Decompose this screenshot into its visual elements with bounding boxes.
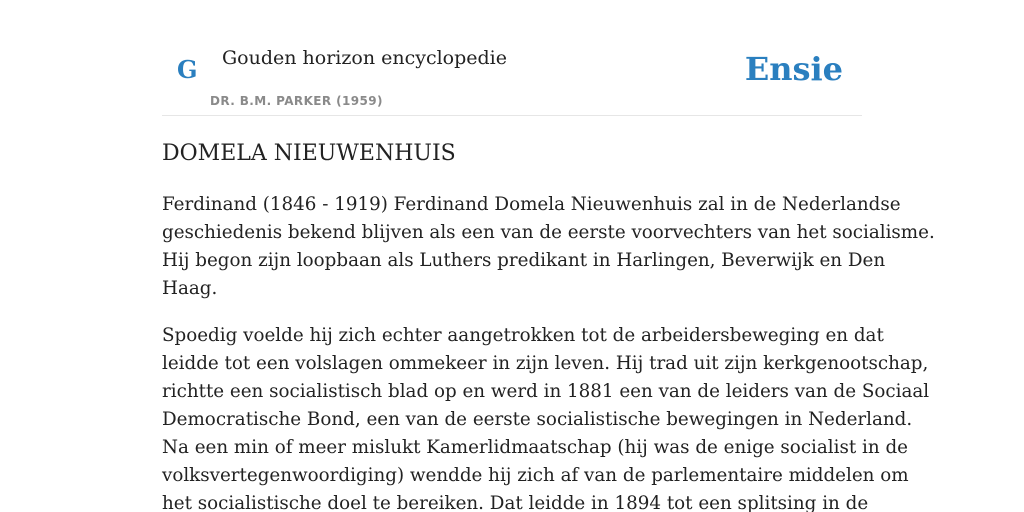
article-paragraph-2 — [162, 322, 930, 512]
entry-title: DOMELA NIEUWENHUIS — [162, 141, 456, 166]
text-line: volksvertegenwoordiging) wendde hij zich af van de parlementaire middelen om — [162, 465, 909, 486]
article — [162, 138, 935, 512]
text-line: het socialistische doel te bereiken. Dat leidde in 1894 tot een splitsing in de — [162, 493, 869, 512]
text-line: Democratische Bond, een van de eerste socialistische bewegingen in Nederland. — [162, 409, 913, 430]
text-line: geschiedenis bekend blijven als een van de eerste voorvechters van het socialisme. — [162, 222, 935, 243]
text-line: leidde tot een volslagen ommekeer in zijn leven. Hij trad uit zijn kerkgenootschap, — [162, 353, 929, 374]
text-line: Na een min of meer mislukt Kamerlidmaatschap (hij was de enige socialist in de — [162, 437, 908, 458]
text-line: Ferdinand (1846 - 1919) Ferdinand Domela Nieuwenhuis zal in de Nederlandse — [162, 194, 901, 215]
article-paragraph-1 — [162, 191, 935, 303]
text-line: Spoedig voelde hij zich echter aangetrokken tot de arbeidersbeweging en dat — [162, 325, 884, 346]
book-title-link[interactable]: Gouden horizon encyclopedie — [222, 47, 507, 69]
author-label: DR. B.M. PARKER (1959) — [210, 94, 383, 108]
text-line: richtte een socialistisch blad op en werd in 1881 een van de leiders van de Sociaal — [162, 381, 930, 402]
book-logo[interactable]: G — [177, 55, 198, 84]
text-line: Hij begon zijn loopbaan als Luthers predikant in Harlingen, Beverwijk en Den — [162, 250, 886, 271]
page-header — [162, 0, 862, 116]
ensie-logo[interactable]: Ensie — [744, 50, 843, 88]
text-line: Haag. — [162, 278, 218, 299]
